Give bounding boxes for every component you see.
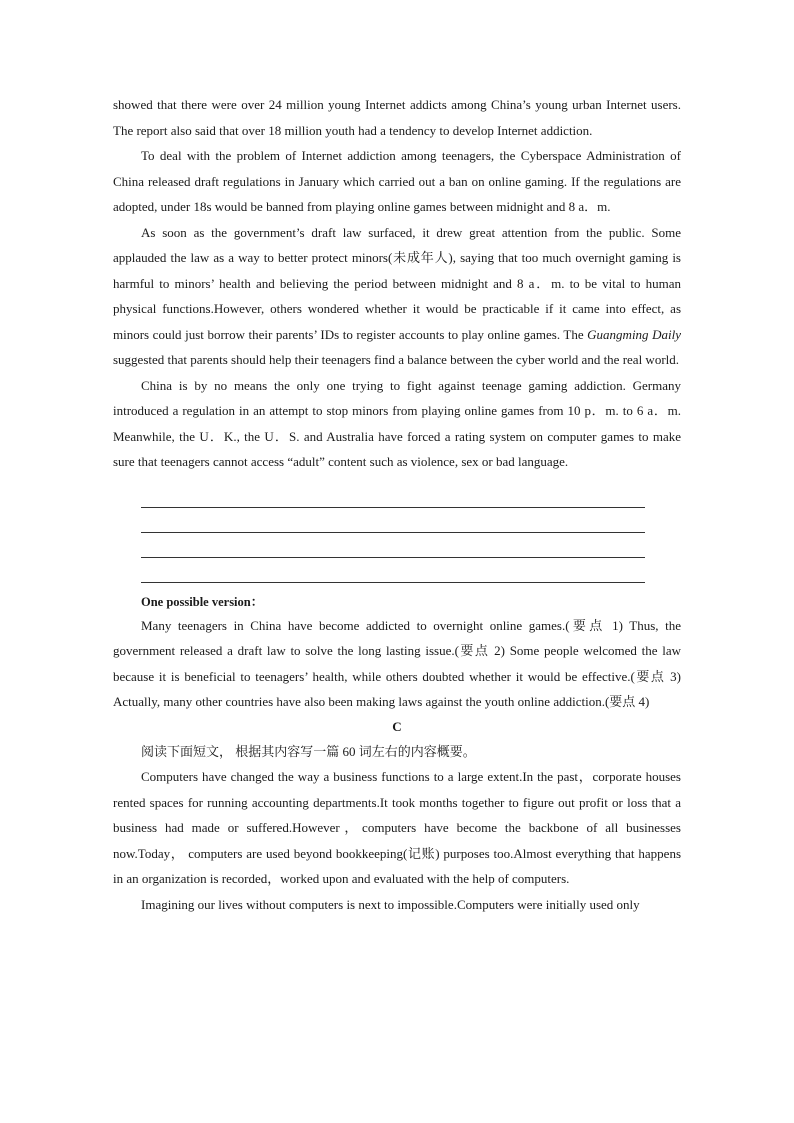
- passage-paragraph-3: [113, 220, 681, 373]
- answer-lines: [141, 483, 645, 583]
- passage-paragraph-1: showed that there were over 24 million young Internet addicts among China’s young urban Internet users. The report also said that over 18 million youth had a tendency to develop Internet addiction.: [113, 97, 681, 138]
- section-c-paragraph-2: Imagining our lives without computers is next to impossible.Computers were initially used only: [141, 896, 640, 912]
- section-c-paragraph-1: Computers have changed the way a business functions to a large extent.In the past，corporate houses rented spaces for running accounting departments.It took months together to figure out profit or loss that a business had made or suffered.However，computers have become the backbone of all businesses now.Today， computers are used beyond bookkeeping(记账) purposes too.Almost everything that happens in an organization is recorded，worked upon and evaluated with the help of computers.: [113, 769, 681, 886]
- newspaper-name: Guangming Daily: [587, 326, 681, 342]
- passage-paragraph-2: To deal with the problem of Internet addiction among teenagers, the Cyberspace Administration of China released draft regulations in January which carried out a ban on online gaming. If the regulations are adopted, under 18s would be banned from playing online games between midnight and 8 a．m.: [113, 148, 681, 214]
- passage-paragraph-3-end: suggested that parents should help their teenagers find a balance between the cyber world and the real world.: [113, 352, 680, 367]
- answer-text: Many teenagers in China have become addicted to overnight online games.(要点 1) Thus, the government released a draft law to solve the long lasting issue.(要点 2) Some people welcomed the law because it is beneficial to teenagers’ health, while others doubted whether it would be effective.(要点 3) Actually, many other countries have also been making laws against the youth online addiction.(要点 4): [113, 617, 681, 709]
- answer-line[interactable]: [141, 558, 645, 583]
- section-heading: C: [392, 718, 402, 734]
- passage-paragraph-4: China is by no means the only one trying to fight against teenage gaming addiction. Germany introduced a regulation in an attempt to stop minors from playing online games from 10 p．m. to 6 a．m. Meanwhile, the U．K., the U．S. and Australia have forced a rating system on computer games to make sure that teenagers cannot access “adult” content such as violence, sex or bad language.: [113, 377, 681, 469]
- answer-line[interactable]: [141, 508, 645, 533]
- passage-paragraph-3-text: As soon as the government’s draft law surfaced, it drew great attention from the public. Some applauded the law as a way to better protect minors(未成年人), saying that too much overnight gaming is harmful to minors’ health and believing the period between midnight and 8 a．m. to be vital to human physical functions.However, others wondered whether it would be practicable if it came into effect, as minors could just borrow their parents’ IDs to register accounts to play online games. The: [113, 224, 681, 342]
- answer-line[interactable]: [141, 483, 645, 508]
- section-instruction: 阅读下面短文， 根据其内容写一篇 60 词左右的内容概要。: [141, 743, 476, 759]
- document-page: [113, 92, 681, 917]
- answer-line[interactable]: [141, 533, 645, 558]
- version-label: One possible version：: [141, 594, 264, 609]
